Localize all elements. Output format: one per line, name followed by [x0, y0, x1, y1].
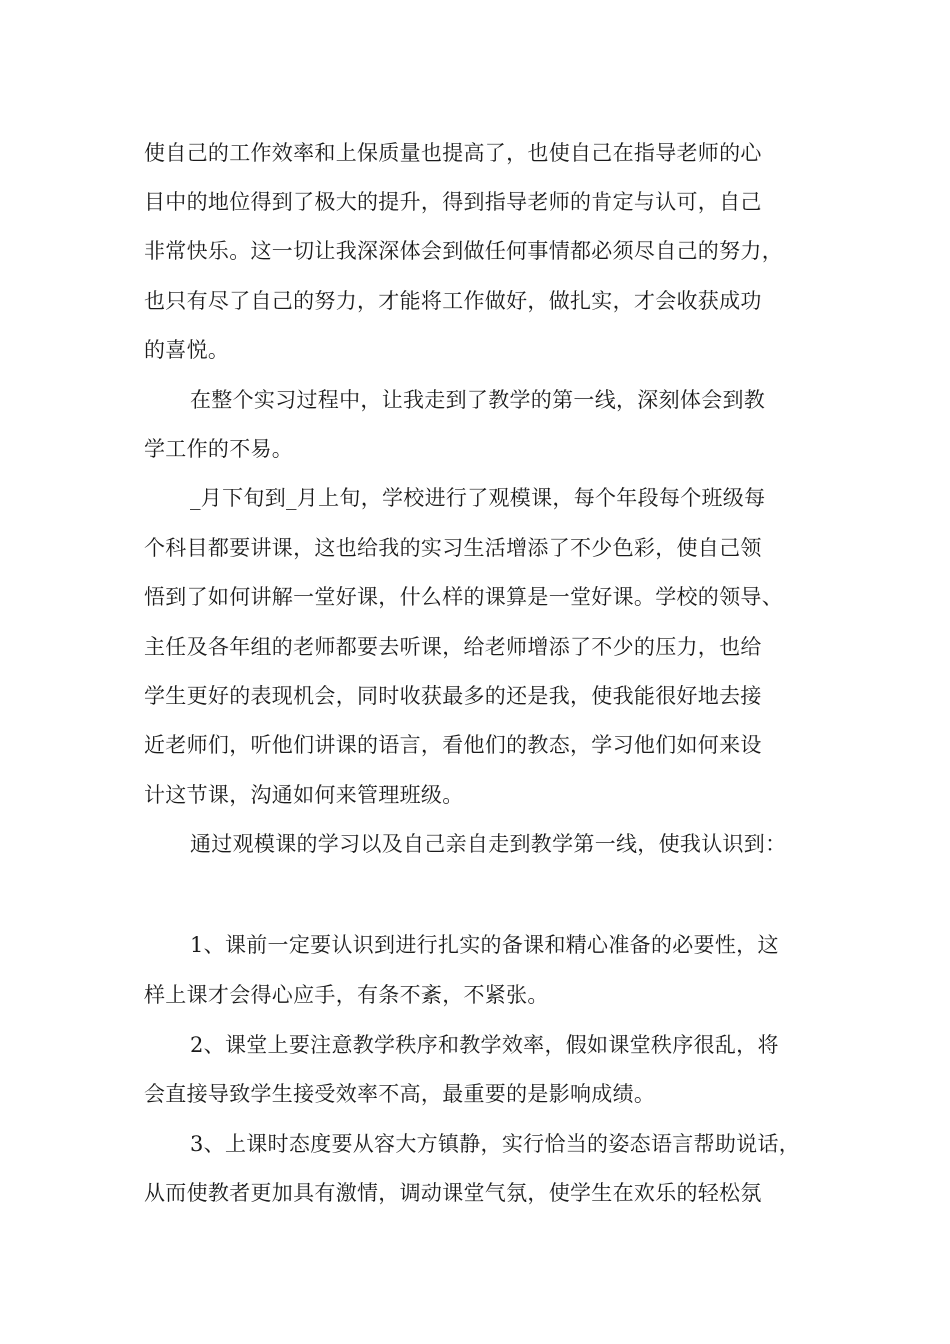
text-line: 个科目都要讲课，这也给我的实习生活增添了不少色彩，使自己领 [144, 536, 762, 560]
text-line: 目中的地位得到了极大的提升，得到指导老师的肯定与认可，自己 [144, 190, 762, 214]
text-line: 主任及各年组的老师都要去听课，给老师增添了不少的压力，也给 [144, 635, 762, 659]
text-line: 也只有尽了自己的努力，才能将工作做好，做扎实，才会收获成功 [144, 289, 762, 313]
text-line: 样上课才会得心应手，有条不紊，不紧张。 [144, 983, 549, 1007]
text-line: 从而使教者更加具有激情，调动课堂气氛，使学生在欢乐的轻松氛 [144, 1181, 762, 1205]
text-line: 学生更好的表现机会，同时收获最多的还是我，使我能很好地去接 [144, 684, 762, 708]
text-line: 1、课前一定要认识到进行扎实的备课和精心准备的必要性，这 [190, 933, 779, 957]
text-line: 计这节课，沟通如何来管理班级。 [144, 783, 464, 807]
text-line: 使自己的工作效率和上保质量也提高了，也使自己在指导老师的心 [144, 141, 762, 165]
text-line: 的喜悦。 [144, 338, 230, 362]
text-line: _月下旬到_月上旬，学校进行了观模课，每个年段每个班级每 [190, 486, 766, 510]
text-line: 非常快乐。这一切让我深深体会到做任何事情都必须尽自己的努力， [144, 239, 783, 263]
text-line: 近老师们，听他们讲课的语言，看他们的教态，学习他们如何来设 [144, 733, 762, 757]
text-line: 悟到了如何讲解一堂好课，什么样的课算是一堂好课。学校的领导、 [144, 585, 783, 609]
text-line: 会直接导致学生接受效率不高，最重要的是影响成绩。 [144, 1082, 656, 1106]
text-line: 在整个实习过程中，让我走到了教学的第一线，深刻体会到教 [190, 388, 766, 412]
text-line: 2、课堂上要注意教学秩序和教学效率，假如课堂秩序很乱，将 [190, 1033, 779, 1057]
text-line: 通过观模课的学习以及自己亲自走到教学第一线，使我认识到： [190, 832, 787, 856]
text-line: 3、上课时态度要从容大方镇静，实行恰当的姿态语言帮助说话， [190, 1132, 801, 1156]
text-line: 学工作的不易。 [144, 437, 294, 461]
